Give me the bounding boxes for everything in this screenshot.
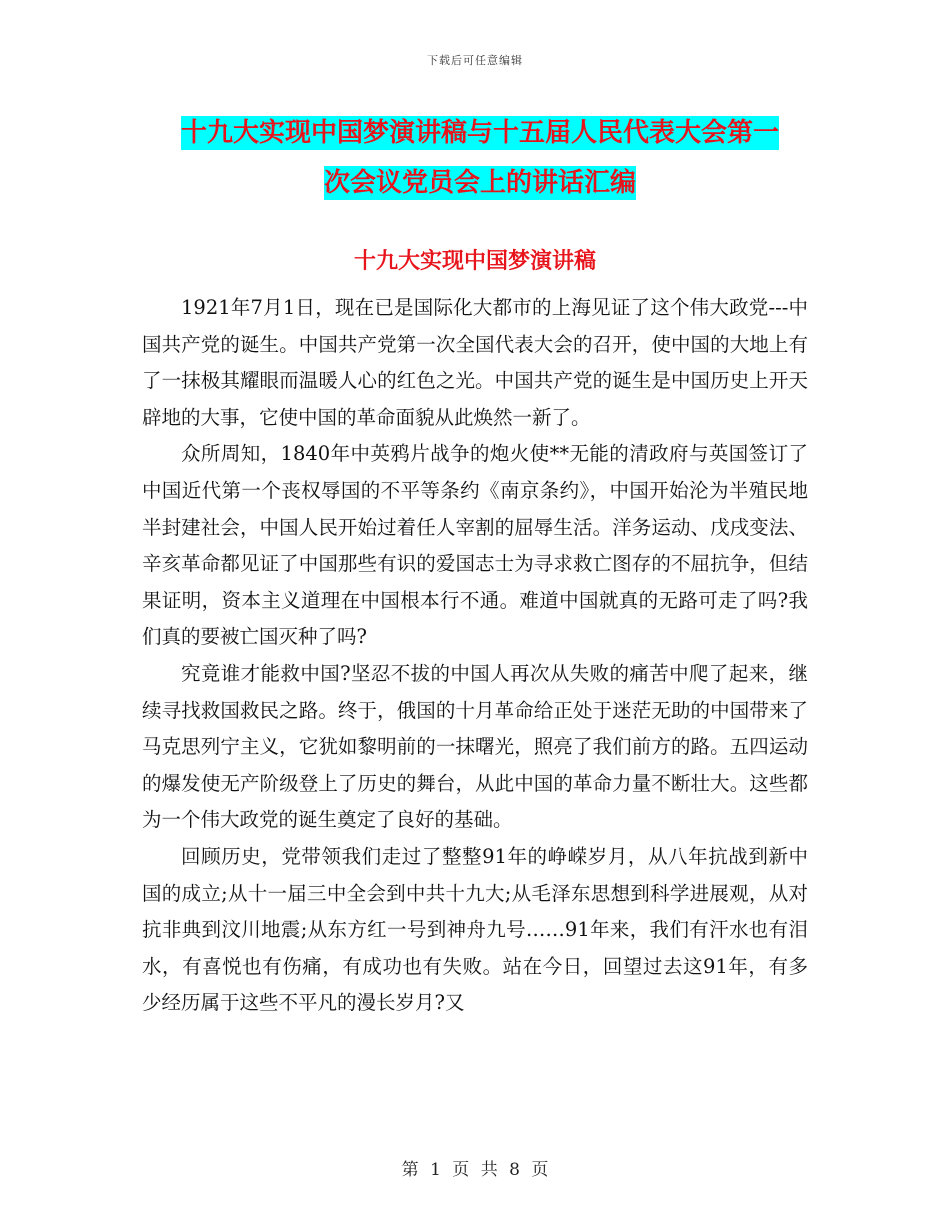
- document-title: [140, 108, 820, 208]
- section-title: 十九大实现中国梦演讲稿: [353, 249, 596, 274]
- paragraph-3: 究竟谁才能救中国?坚忍不拔的中国人再次从失败的痛苦中爬了起来，继续寻找救国救民之路。终于，俄国的十月革命给正处于迷茫无助的中国带来了马克思列宁主义，它犹如黎明前的一抹曙光，照亮了我们前方的路。五四运动的爆发使无产阶级登上了历史的舞台，从此中国的革命力量不断壮大。这些都为一个伟大政党的诞生奠定了良好的基础。: [142, 661, 808, 832]
- paragraph-2: 众所周知，1840年中英鸦片战争的炮火使**无能的清政府与英国签订了中国近代第一个丧权辱国的不平等条约《南京条约》，中国开始沦为半殖民地半封建社会，中国人民开始过着任人宰割的屈辱生活。洋务运动、戊戌变法、辛亥革命都见证了中国那些有识的爱国志士为寻求救亡图存的不屈抗争，但结果证明，资本主义道理在中国根本行不通。难道中国就真的无路可走了吗?我们真的要被亡国灭种了吗?: [142, 442, 808, 649]
- paragraph-1: 1921年7月1日，现在已是国际化大都市的上海见证了这个伟大政党---中国共产党的诞生。中国共产党第一次全国代表大会的召开，使中国的大地上有了一抹极其耀眼而温暖人心的红色之光。中国共产党的诞生是中国历史上开天辟地的大事，它使中国的革命面貌从此焕然一新了。: [142, 296, 808, 429]
- paragraph-4: 回顾历史，党带领我们走过了整整91年的峥嵘岁月，从八年抗战到新中国的成立;从十一届三中全会到中共十九大;从毛泽东思想到科学进展观，从对抗非典到汶川地震;从东方红一号到神舟九号……91年来，我们有汗水也有泪水，有喜悦也有伤痛，有成功也有失败。站在今日，回望过去这91年，有多少经历属于这些不平凡的漫长岁月?又: [142, 844, 808, 1015]
- page-number-footer: 第 1 页 共 8 页: [401, 1160, 549, 1180]
- document-title-line-2: 次会议党员会上的讲话汇编: [323, 168, 636, 198]
- document-body: [142, 290, 808, 1022]
- document-title-line-1: 十九大实现中国梦演讲稿与十五届人民代表大会第一: [180, 118, 779, 148]
- page-header-note: 下载后可任意编辑: [427, 54, 523, 67]
